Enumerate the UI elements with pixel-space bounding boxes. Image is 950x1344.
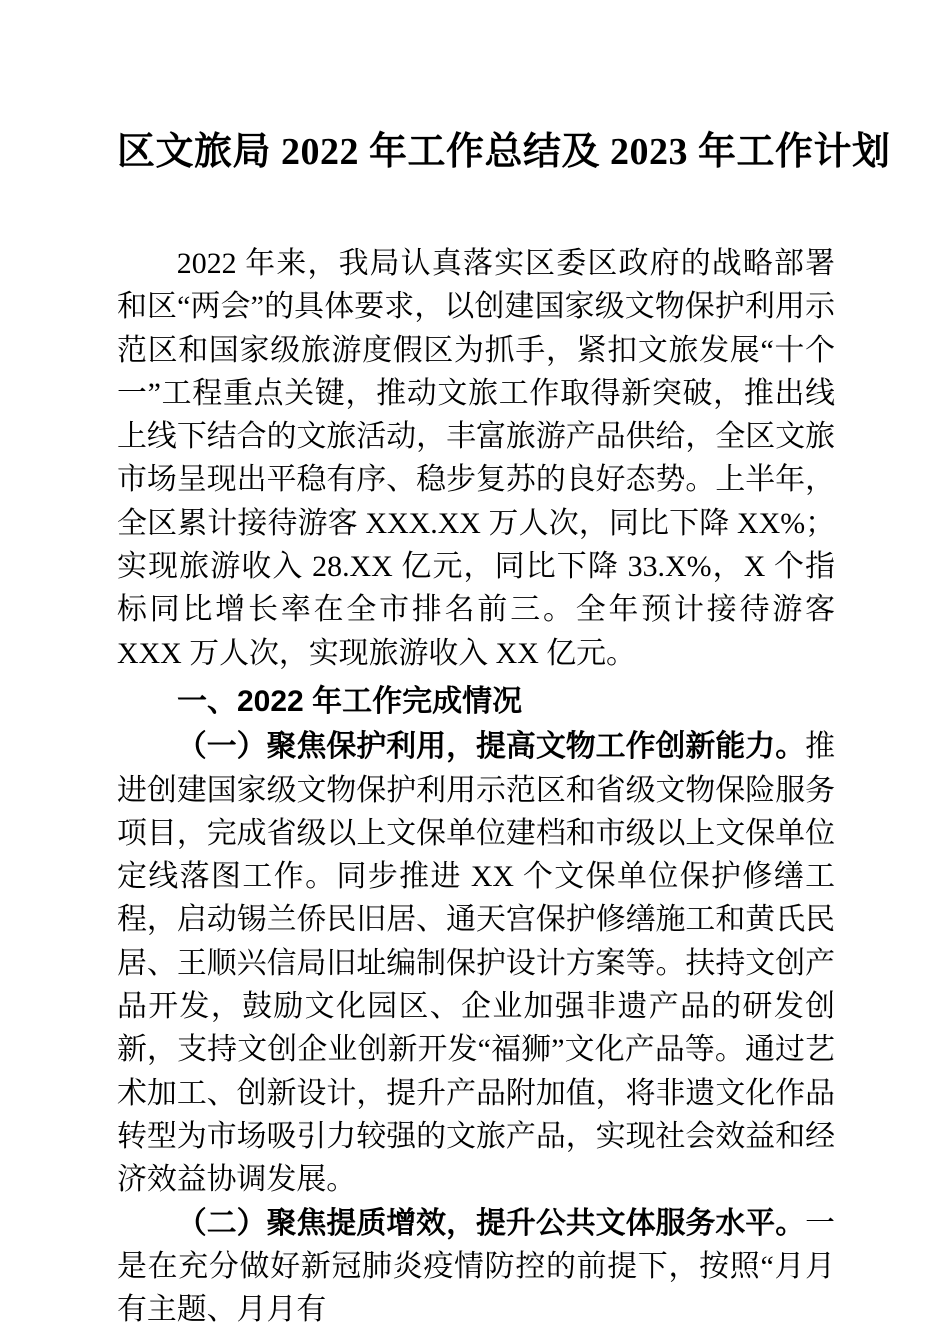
subsection-1-paragraph xyxy=(117,725,835,1201)
subsection-2-lead: （二）聚焦提质增效，提升公共文体服务水平。 xyxy=(176,1206,806,1240)
intro-paragraph xyxy=(117,242,835,675)
subsection-1-text: 推进创建国家级文物保护利用示范区和省级文物保险服务项目，完成省级以上文保单位建档和市级以上文保单位定线落图工作。同步推进 XX 个文保单位保护修缮工程，启动锡兰侨民旧居、通天宫保护修缮施工和黄氏民居、王顺兴信局旧址编制保护设计方案等。扶持文创产品开发，鼓励文化园区、企业加强非遗产品的研发创新，支持文创企业创新开发“福狮”文化产品等。通过艺术加工、创新设计，提升产品附加值，将非遗文化作品转型为市场吸引力较强的文旅产品，实现社会效益和经济效益协调发展。 xyxy=(117,730,835,1197)
subsection-2-paragraph xyxy=(117,1202,835,1332)
document-title: 区文旅局 2022 年工作总结及 2023 年工作计划 xyxy=(117,131,891,173)
section-heading-2022-work: 一、2022 年工作完成情况 xyxy=(177,684,523,718)
subsection-1-lead: （一）聚焦保护利用，提高文物工作创新能力。 xyxy=(176,730,806,764)
subsection-2-text: 一是在充分做好新冠肺炎疫情防控的前提下，按照“月月有主题、月月有 xyxy=(117,1206,835,1327)
intro-paragraph-text: 2022 年来，我局认真落实区委区政府的战略部署和区“两会”的具体要求，以创建国家级文物保护利用示范区和国家级旅游度假区为抓手，紧扣文旅发展“十个一”工程重点关键，推动文旅工作取得新突破，推出线上线下结合的文旅活动，丰富旅游产品供给，全区文旅市场呈现出平稳有序、稳步复苏的良好态势。上半年，全区累计接待游客 XXX.XX 万人次，同比下降 XX%；实现旅游收入 28.XX 亿元，同比下降 33.X%，X 个指标同比增长率在全市排名前三。全年预计接待游客 XXX 万人次，实现旅游收入 XX 亿元。 xyxy=(117,247,835,670)
